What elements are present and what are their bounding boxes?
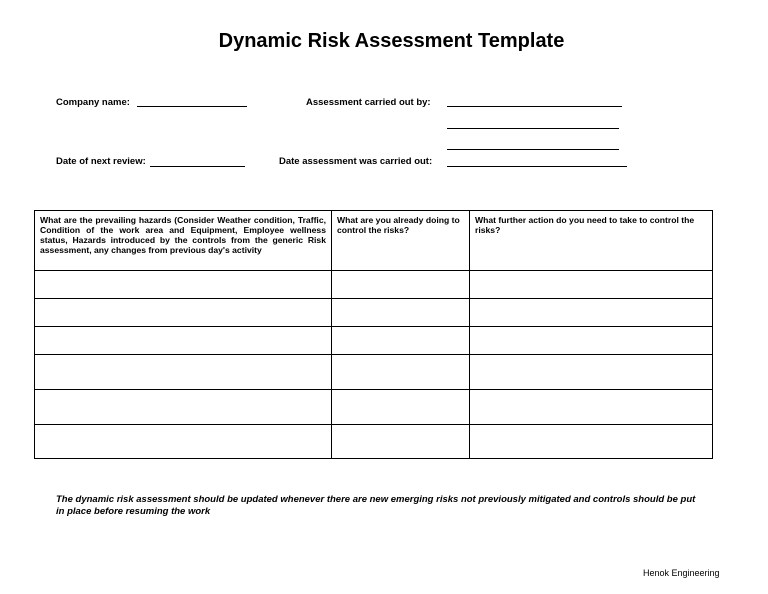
current-controls-cell[interactable] bbox=[332, 355, 470, 390]
hazards-header: What are the prevailing hazards (Consider Weather condition, Traffic, Condition of the work area and Equipment, Employee wellness status, Hazards introduced by the controls from the generic Risk assessment, any changes from previous day's activity bbox=[35, 211, 332, 271]
hazards-cell[interactable] bbox=[35, 390, 332, 425]
further-action-cell[interactable] bbox=[470, 355, 713, 390]
table-row bbox=[35, 327, 713, 355]
further-action-cell[interactable] bbox=[470, 271, 713, 299]
date-carried-out-field[interactable] bbox=[447, 166, 627, 167]
current-controls-cell[interactable] bbox=[332, 271, 470, 299]
assessment-by-label: Assessment carried out by: bbox=[306, 97, 431, 108]
company-name-label: Company name: bbox=[56, 97, 130, 108]
current-controls-cell[interactable] bbox=[332, 327, 470, 355]
hazards-cell[interactable] bbox=[35, 327, 332, 355]
table-row bbox=[35, 271, 713, 299]
hazards-cell[interactable] bbox=[35, 425, 332, 459]
further-action-cell[interactable] bbox=[470, 299, 713, 327]
table-header-row bbox=[35, 211, 713, 271]
current-controls-header: What are you already doing to control the risks? bbox=[332, 211, 470, 271]
next-review-label: Date of next review: bbox=[56, 156, 146, 167]
date-carried-out-label: Date assessment was carried out: bbox=[279, 156, 433, 167]
table-row bbox=[35, 390, 713, 425]
current-controls-cell[interactable] bbox=[332, 425, 470, 459]
current-controls-cell[interactable] bbox=[332, 390, 470, 425]
risk-table bbox=[34, 210, 713, 459]
current-controls-cell[interactable] bbox=[332, 299, 470, 327]
further-action-header: What further action do you need to take to control the risks? bbox=[470, 211, 713, 271]
further-action-cell[interactable] bbox=[470, 327, 713, 355]
further-action-cell[interactable] bbox=[470, 425, 713, 459]
next-review-field[interactable] bbox=[150, 166, 245, 167]
footer-company: Henok Engineering bbox=[643, 568, 720, 578]
hazards-cell[interactable] bbox=[35, 355, 332, 390]
hazards-cell[interactable] bbox=[35, 271, 332, 299]
table-row bbox=[35, 355, 713, 390]
assessment-by-field-2[interactable] bbox=[447, 128, 619, 129]
company-name-field[interactable] bbox=[137, 106, 247, 107]
hazards-cell[interactable] bbox=[35, 299, 332, 327]
assessment-by-field-1[interactable] bbox=[447, 106, 622, 107]
table-row bbox=[35, 299, 713, 327]
page-title: Dynamic Risk Assessment Template bbox=[218, 30, 565, 52]
table-row bbox=[35, 425, 713, 459]
assessment-by-field-3[interactable] bbox=[447, 149, 619, 150]
further-action-cell[interactable] bbox=[470, 390, 713, 425]
update-note: The dynamic risk assessment should be updated whenever there are new emerging risks not previously mitigated and controls should be put in place before resuming the work bbox=[56, 494, 696, 517]
